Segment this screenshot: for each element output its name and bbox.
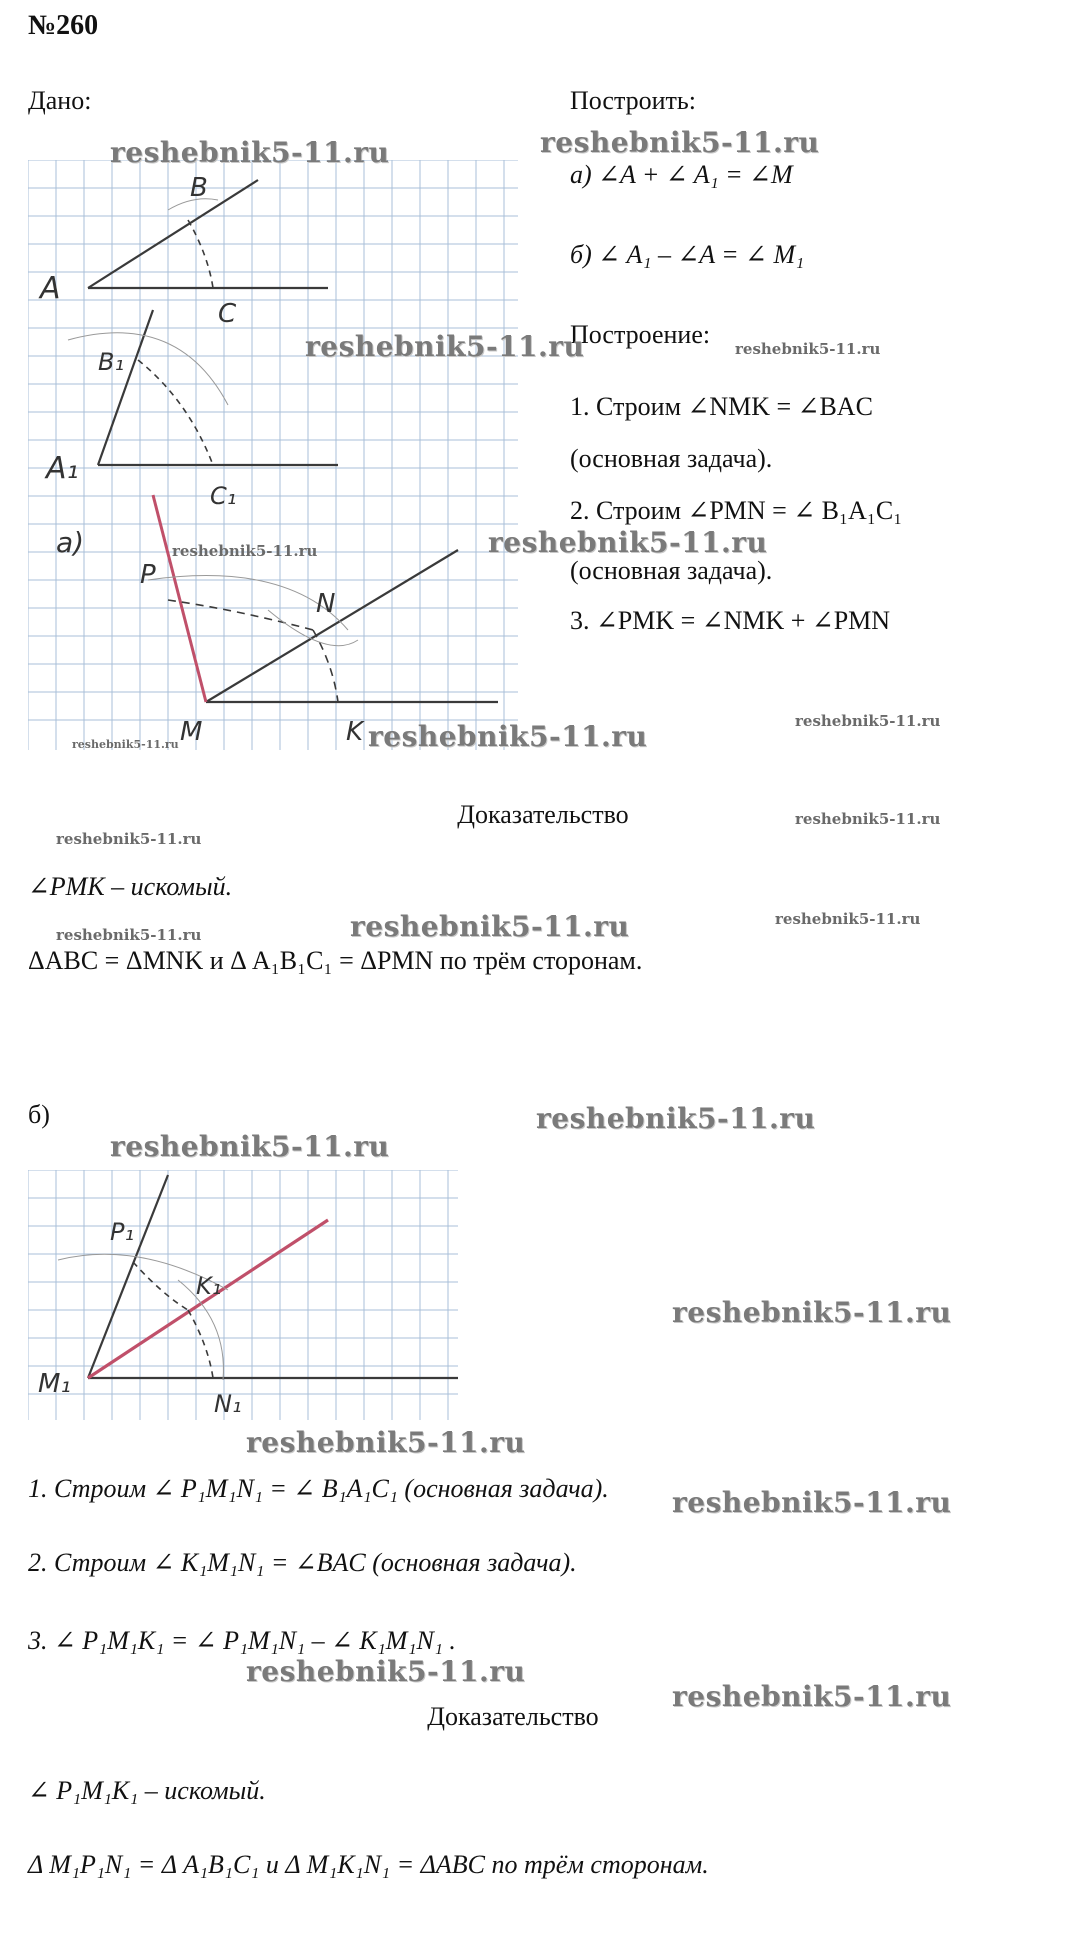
watermark: reshebnik5-11.ru xyxy=(735,340,881,358)
figure-construction-b xyxy=(28,1170,458,1420)
angle-b1a1c1 xyxy=(68,310,338,465)
construction-step-3: 3. ∠PMK = ∠NMK + ∠PMN xyxy=(570,606,891,635)
label-p1: P₁ xyxy=(110,1218,135,1246)
watermark: reshebnik5-11.ru xyxy=(488,526,768,559)
label-n: N xyxy=(316,589,336,619)
proof-b-line-1: ∠ P₁M₁K₁ – искомый. xyxy=(28,1776,266,1805)
label-n1: N₁ xyxy=(214,1390,242,1418)
watermark: reshebnik5-11.ru xyxy=(350,910,630,943)
problem-number: №260 xyxy=(28,10,99,41)
watermark: reshebnik5-11.ru xyxy=(795,810,941,828)
proof-a-title: Доказательство xyxy=(457,800,629,829)
watermark: reshebnik5-11.ru xyxy=(246,1655,526,1688)
label-k: K xyxy=(346,717,364,747)
watermark: reshebnik5-11.ru xyxy=(775,910,921,928)
part-b-step-1: 1. Строим ∠ P₁M₁N₁ = ∠ B₁A₁C₁ (основная задача). xyxy=(28,1474,609,1503)
label-m1: M₁ xyxy=(38,1369,71,1399)
watermark: reshebnik5-11.ru xyxy=(672,1296,952,1329)
watermark: reshebnik5-11.ru xyxy=(172,542,318,560)
label-m: M xyxy=(180,717,203,747)
figure-given-and-construction-a xyxy=(28,160,518,750)
label-k1: K₁ xyxy=(196,1272,222,1300)
watermark: reshebnik5-11.ru xyxy=(672,1486,952,1519)
grid-paper xyxy=(28,1170,458,1420)
watermark: reshebnik5-11.ru xyxy=(305,330,585,363)
watermark: reshebnik5-11.ru xyxy=(540,126,820,159)
watermark: reshebnik5-11.ru xyxy=(56,926,202,944)
construction-step-2: 2. Строим ∠PMN = ∠ B₁A₁C₁ xyxy=(570,496,903,525)
construct-a: а) ∠A + ∠ A₁ = ∠M xyxy=(570,160,793,189)
given-label: Дано: xyxy=(28,86,92,115)
construct-title: Построить: xyxy=(570,86,697,115)
watermark: reshebnik5-11.ru xyxy=(110,1130,390,1163)
proof-b-line-2: Δ M₁P₁N₁ = Δ A₁B₁C₁ и Δ M₁K₁N₁ = ΔABC по трём сторонам. xyxy=(28,1850,709,1879)
label-a: A xyxy=(40,271,61,306)
label-part-a: а) xyxy=(56,526,85,559)
label-p: P xyxy=(140,560,156,590)
label-c: C xyxy=(218,299,237,329)
label-c1: C₁ xyxy=(210,482,237,510)
watermark: reshebnik5-11.ru xyxy=(795,712,941,730)
construction-title: Построение: xyxy=(570,320,711,349)
construction-step-2-note: (основная задача). xyxy=(570,556,773,585)
watermark: reshebnik5-11.ru xyxy=(72,738,179,751)
part-b-step-2: 2. Строим ∠ K₁M₁N₁ = ∠BAC (основная задача). xyxy=(28,1548,577,1577)
watermark: reshebnik5-11.ru xyxy=(110,136,390,169)
part-b-label: б) xyxy=(28,1100,50,1129)
label-a1: A₁ xyxy=(46,451,79,486)
watermark: reshebnik5-11.ru xyxy=(672,1680,952,1713)
part-b-step-3: 3. ∠ P₁M₁K₁ = ∠ P₁M₁N₁ – ∠ K₁M₁N₁ . xyxy=(28,1626,456,1655)
proof-a-line-1: ∠PMK – искомый. xyxy=(28,872,233,901)
proof-b-title: Доказательство xyxy=(427,1702,599,1731)
construct-b: б) ∠ A₁ – ∠A = ∠ M₁ xyxy=(570,240,805,269)
watermark: reshebnik5-11.ru xyxy=(536,1102,816,1135)
watermark: reshebnik5-11.ru xyxy=(368,720,648,753)
construction-step-1: 1. Строим ∠NMK = ∠BAC xyxy=(570,392,873,421)
label-b1: B₁ xyxy=(98,348,125,376)
construction-b xyxy=(58,1175,458,1380)
watermark: reshebnik5-11.ru xyxy=(56,830,202,848)
construction-step-1-note: (основная задача). xyxy=(570,444,773,473)
proof-a-line-2: ΔABC = ΔMNK и Δ A₁B₁C₁ = ΔPMN по трём сторонам. xyxy=(28,946,643,975)
watermark: reshebnik5-11.ru xyxy=(246,1426,526,1459)
label-b: B xyxy=(190,173,208,203)
